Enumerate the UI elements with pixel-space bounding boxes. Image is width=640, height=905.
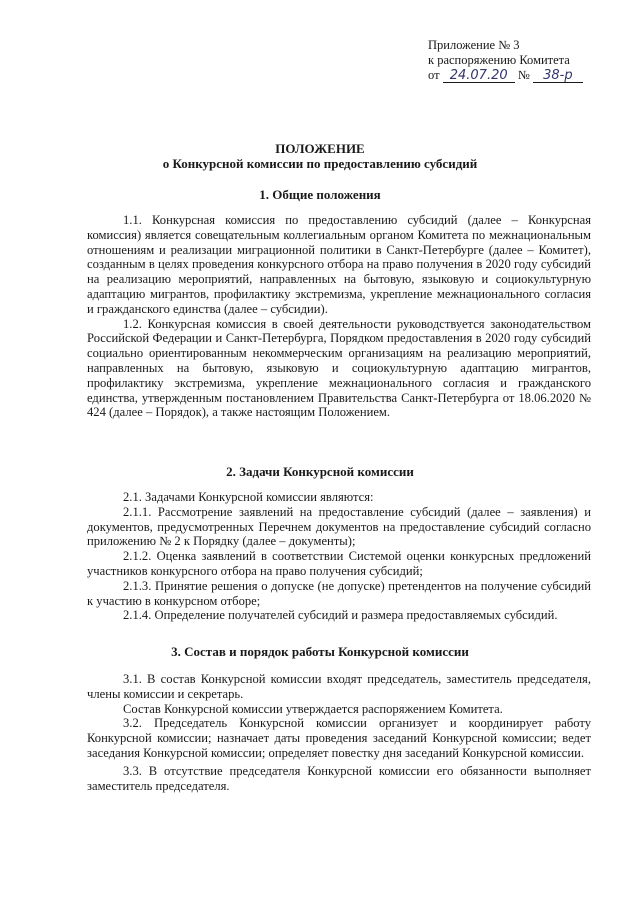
handwritten-date: 24.07.20 <box>443 69 515 83</box>
paragraph-1-2: 1.2. Конкурсная комиссия в своей деятельности руководствуется законодательством Российской Федерации и Санкт-Петербурга, Порядком предоставления в 2020 году субсидий социально ориентированным некоммерческим организациям на реализацию мероприятий, направленных на бытовую, языковую и социокультурную адаптацию мигрантов, профилактику экстремизма, укрепление межнационального согласия и гражданского единства, утвержденным постановлением Правительства Санкт-Петербурга от 18.06.2020 № 424 (далее – Порядок), а также настоящим Положением. <box>87 316 591 420</box>
paragraph-2-1-3: 2.1.3. Принятие решения о допуске (не допуске) претендентов на получение субсидий к участию в конкурсном отборе; <box>87 578 591 608</box>
section-2-heading: 2. Задачи Конкурсной комиссии <box>226 464 414 479</box>
section-1-heading: 1. Общие положения <box>259 187 381 202</box>
document-title: ПОЛОЖЕНИЕ <box>275 141 365 156</box>
appendix-order-line <box>428 68 628 83</box>
paragraph-1-1: 1.1. Конкурсная комиссия по предоставлению субсидий (далее – Конкурсная комиссия) является совещательным коллегиальным органом Комитета по межнациональным отношениям и реализации миграционной политики в Санкт-Петербурге (далее – Комитет), созданным в целях проведения конкурсного отбора на право получения в 2020 году субсидий на реализацию мероприятий, направленных на бытовую, языковую и социокультурную адаптацию мигрантов, профилактику экстремизма, укрепление межнационального согласия и гражданского единства (далее – субсидии). <box>87 213 591 316</box>
appendix-block <box>428 38 628 83</box>
paragraph-3-3: 3.3. В отсутствие председателя Конкурсной комиссии его обязанности выполняет заместитель председателя. <box>87 763 591 793</box>
paragraph-2-1: 2.1. Задачами Конкурсной комиссии являются: <box>123 490 374 504</box>
paragraph-2-1-1: 2.1.1. Рассмотрение заявлений на предоставление субсидий (далее – заявления) и документов, предусмотренных Перечнем документов на предоставление субсидий согласно приложению № 2 к Порядку (далее – документы); <box>87 504 591 549</box>
section-1-body <box>87 213 591 420</box>
section-2-body <box>87 490 591 623</box>
paragraph-3-2: 3.2. Председатель Конкурсной комиссии организует и координирует работу Конкурсной комиссии; назначает даты проведения заседаний Конкурсной комиссии; ведет заседания Конкурсной комиссии; определяет повестку дня заседаний Конкурсной комиссии. <box>87 716 591 760</box>
document-subtitle: о Конкурсной комиссии по предоставлению субсидий <box>162 156 478 171</box>
paragraph-2-1-2: 2.1.2. Оценка заявлений в соответствии Системой оценки конкурсных предложений участников конкурсного отбора на право получения субсидий; <box>87 549 591 578</box>
section-3-heading: 3. Состав и порядок работы Конкурсной комиссии <box>171 644 469 659</box>
paragraph-3-1: 3.1. В состав Конкурсной комиссии входят председатель, заместитель председателя, члены комиссии и секретарь. <box>87 672 591 701</box>
handwritten-order-number: 38-р <box>533 69 583 83</box>
number-sign: № <box>517 68 530 82</box>
appendix-line-2: к распоряжению Комитета <box>428 53 570 67</box>
section-3-body <box>87 672 591 793</box>
paragraph-2-1-4: 2.1.4. Определение получателей субсидий и размера предоставляемых субсидий. <box>123 608 558 623</box>
paragraph-3-1-composition: Состав Конкурсной комиссии утверждается распоряжением Комитета. <box>123 701 503 716</box>
appendix-line-1: Приложение № 3 <box>428 38 520 52</box>
appendix-from-label: от <box>428 68 440 82</box>
